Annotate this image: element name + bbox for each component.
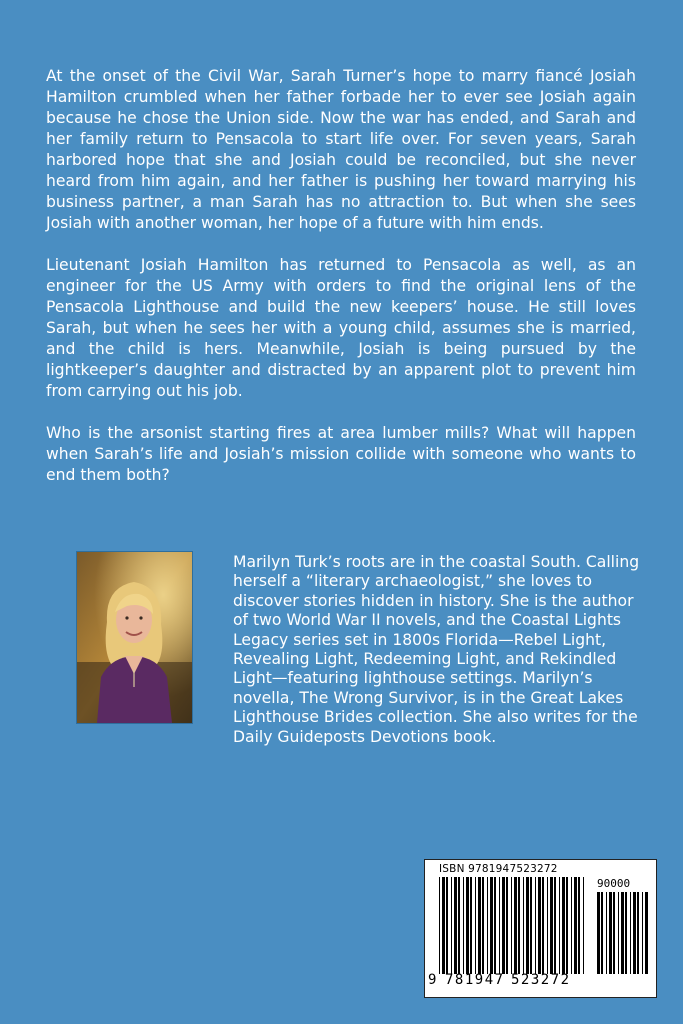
barcode-bar xyxy=(566,877,568,974)
barcode-bar xyxy=(621,892,624,974)
barcode-bar xyxy=(523,877,524,974)
barcode-bar xyxy=(494,877,496,974)
barcode-bar xyxy=(625,892,627,974)
barcode-bar xyxy=(637,892,639,974)
barcode-bar xyxy=(538,877,541,974)
isbn-barcode xyxy=(424,859,657,998)
barcode-bar xyxy=(446,877,448,974)
barcode-bar xyxy=(530,877,532,974)
barcode-digits-right: 523272 xyxy=(511,972,571,988)
barcode-bar xyxy=(478,877,481,974)
barcode-bar xyxy=(642,892,643,974)
barcode-bar xyxy=(550,877,553,974)
barcode-bar xyxy=(458,877,460,974)
barcode-number xyxy=(425,972,585,992)
barcode-bar xyxy=(535,877,536,974)
barcode-bar xyxy=(578,877,580,974)
barcode-bar xyxy=(502,877,505,974)
barcode-bar xyxy=(451,877,452,974)
barcode-bar xyxy=(559,877,560,974)
barcode-digits-left: 781947 xyxy=(445,972,505,988)
barcode-bar xyxy=(613,892,615,974)
author-photo xyxy=(76,551,193,724)
barcode-bar xyxy=(597,892,600,974)
barcode-bar xyxy=(630,892,631,974)
barcode-bar xyxy=(466,877,469,974)
barcode-bar xyxy=(475,877,476,974)
barcode-bar xyxy=(499,877,500,974)
barcode-bar xyxy=(490,877,493,974)
synopsis-paragraph-2: Lieutenant Josiah Hamilton has returned to Pensacola as well, as an engineer for the US Army with orders to find the original lens of the Pensacola Lighthouse and build the new keepers’ house. He still loves Sarah, but when he sees her with a young child, assumes she is married, and the child is hers. Meanwhile, Josiah is being pursued by the lightkeeper’s daughter and distracted by an apparent plot to prevent him from carrying out his job. xyxy=(46,256,636,400)
barcode-bar xyxy=(470,877,472,974)
barcode-bar xyxy=(442,877,445,974)
barcode-bar xyxy=(439,877,440,974)
barcode-bar xyxy=(542,877,544,974)
barcode-bar xyxy=(454,877,457,974)
barcode-bar xyxy=(618,892,619,974)
book-synopsis xyxy=(46,66,636,507)
barcode-bar xyxy=(633,892,636,974)
barcode-bar xyxy=(562,877,565,974)
barcode-bar xyxy=(645,892,648,974)
price-code: 90000 xyxy=(597,877,631,890)
barcode-bar xyxy=(571,877,572,974)
synopsis-paragraph-3: Who is the arsonist starting fires at area lumber mills? What will happen when Sarah’s life and Josiah’s mission collide with someone who wants to end them both? xyxy=(46,424,636,484)
barcode-bar xyxy=(514,877,517,974)
barcode-bar xyxy=(606,892,607,974)
barcode-bar xyxy=(506,877,508,974)
barcode-bar xyxy=(511,877,512,974)
isbn-label: ISBN 9781947523272 xyxy=(439,863,558,875)
author-portrait-icon xyxy=(77,552,192,723)
barcode-bar xyxy=(487,877,488,974)
synopsis-paragraph-1: At the onset of the Civil War, Sarah Turner’s hope to marry fiancé Josiah Hamilton crumbled when her father forbade her to ever see Josiah again because he chose the Union side. Now the war has ended, and Sarah and her family return to Pensacola to start life over. For seven years, Sarah harbored hope that she and Josiah could be reconciled, but she never heard from him again, and her father is pushing her toward marrying his business partner, a man Sarah has no attraction to. But when she sees Josiah with another woman, her hope of a future with him ends. xyxy=(46,67,636,232)
barcode-bar xyxy=(609,892,612,974)
barcode-digit-prefix: 9 xyxy=(428,972,437,988)
barcode-bar xyxy=(601,892,603,974)
barcode-bar xyxy=(547,877,548,974)
barcode-bar xyxy=(526,877,529,974)
barcode-bar xyxy=(482,877,484,974)
barcode-bar xyxy=(518,877,520,974)
barcode-bar xyxy=(583,877,584,974)
author-bio: Marilyn Turk’s roots are in the coastal South. Calling herself a “literary archaeologist,” she loves to discover stories hidden in history. She is the author of two World War II novels, and the Coastal Lights Legacy series set in 1800s Florida—Rebel Light, Revealing Light, Redeeming Light, and Rekindled Light—featuring lighthouse settings. Marilyn’s novella, The Wrong Survivor, is in the Great Lakes Lighthouse Brides collection. She also writes for the Daily Guideposts Devotions book. xyxy=(233,553,640,746)
barcode-bar xyxy=(574,877,577,974)
barcode-bar xyxy=(554,877,556,974)
barcode-bar xyxy=(463,877,464,974)
